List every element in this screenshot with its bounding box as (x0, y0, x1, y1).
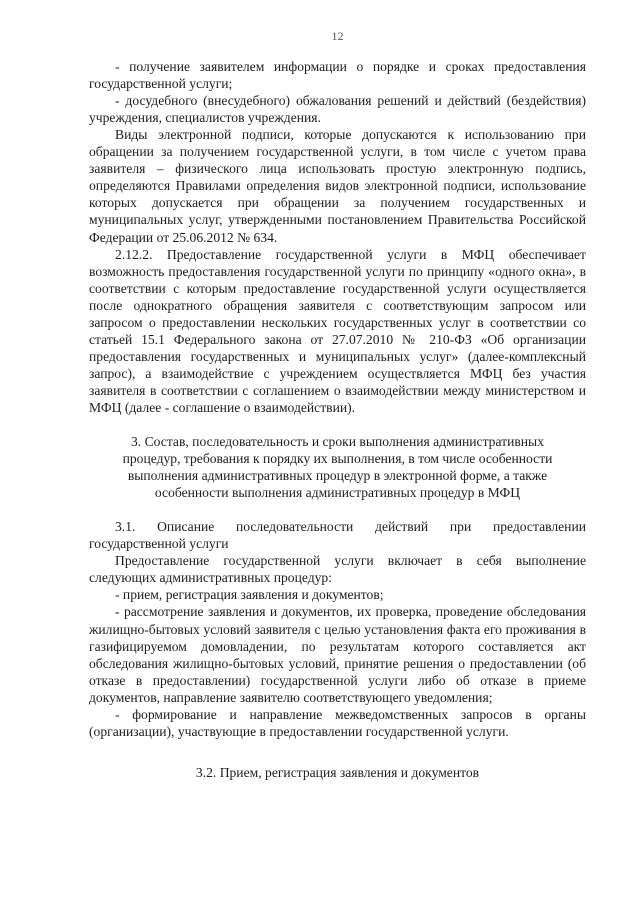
paragraph-procedures-intro: Предоставление государственной услуги включает в себя выполнение следующих административных процедур: (89, 553, 586, 586)
paragraph-3-1: 3.1. Описание последовательности действий при предоставлении государственной услуги (89, 519, 586, 552)
paragraph-appeal: - досудебного (внесудебного) обжалования решений и действий (бездействия) учреждения, специалистов учреждения. (89, 93, 586, 126)
list-item-interagency-requests: - формирование и направление межведомственных запросов в органы (организации), участвующие в предоставлении государственной услуги. (89, 706, 586, 739)
paragraph-2-12-2: 2.12.2. Предоставление государственной услуги в МФЦ обеспечивает возможность предоставления государственной услуги по принципу «одного окна», в соответствии с которым предоставление государственной услуги осуществляется после однократного обращения заявителя с соответствующим запросом или запросом о предоставлении нескольких государственных услуг в соответствии со статьей 15.1 Федерального закона от 27.07.2010 № 210-ФЗ «Об организации предоставления государственных и муниципальных услуг» (далее-комплексный запрос), а взаимодействие с учреждением осуществляется МФЦ без участия заявителя в соответствии с соглашением о взаимодействии между министерством и МФЦ (далее - соглашение о взаимодействии). (89, 246, 586, 415)
paragraph-info-receipt: - получение заявителем информации о порядке и сроках предоставления государственной услуги; (89, 59, 586, 92)
page-number: 12 (331, 29, 344, 43)
list-item-review: - рассмотрение заявления и документов, их проверка, проведение обследования жилищно-бытовых условий заявителя с целью установления факта его проживания в газифицируемом домовладении, по результатам которого составляется акт обследования жилищно-бытовых условий, принятие решения о предоставлении (об отказе в предоставлении) государственной услуги либо об отказе в приеме документов, направление заявителю соответствующего уведомления; (89, 604, 586, 705)
list-item-reception: - прием, регистрация заявления и документов; (115, 587, 384, 603)
subsection-heading-3-2: 3.2. Прием, регистрация заявления и документов (195, 764, 480, 780)
section-heading-3: 3. Состав, последовательность и сроки выполнения административных процедур, требования к порядку их выполнения, в том числе особенности выполнения административных процедур в электронной форме, а также особенности выполнения административных процедур в МФЦ (122, 434, 553, 501)
paragraph-electronic-signature: Виды электронной подписи, которые допускаются к использованию при обращении за получением государственной услуги, в том числе с учетом права заявителя – физического лица использовать простую электронную подпись, определяются Правилами определения видов электронной подписи, использование которых допускается при обращении за получением государственных и муниципальных услуг, утвержденными постановлением Правительства Российской Федерации от 25.06.2012 № 634. (89, 127, 586, 245)
